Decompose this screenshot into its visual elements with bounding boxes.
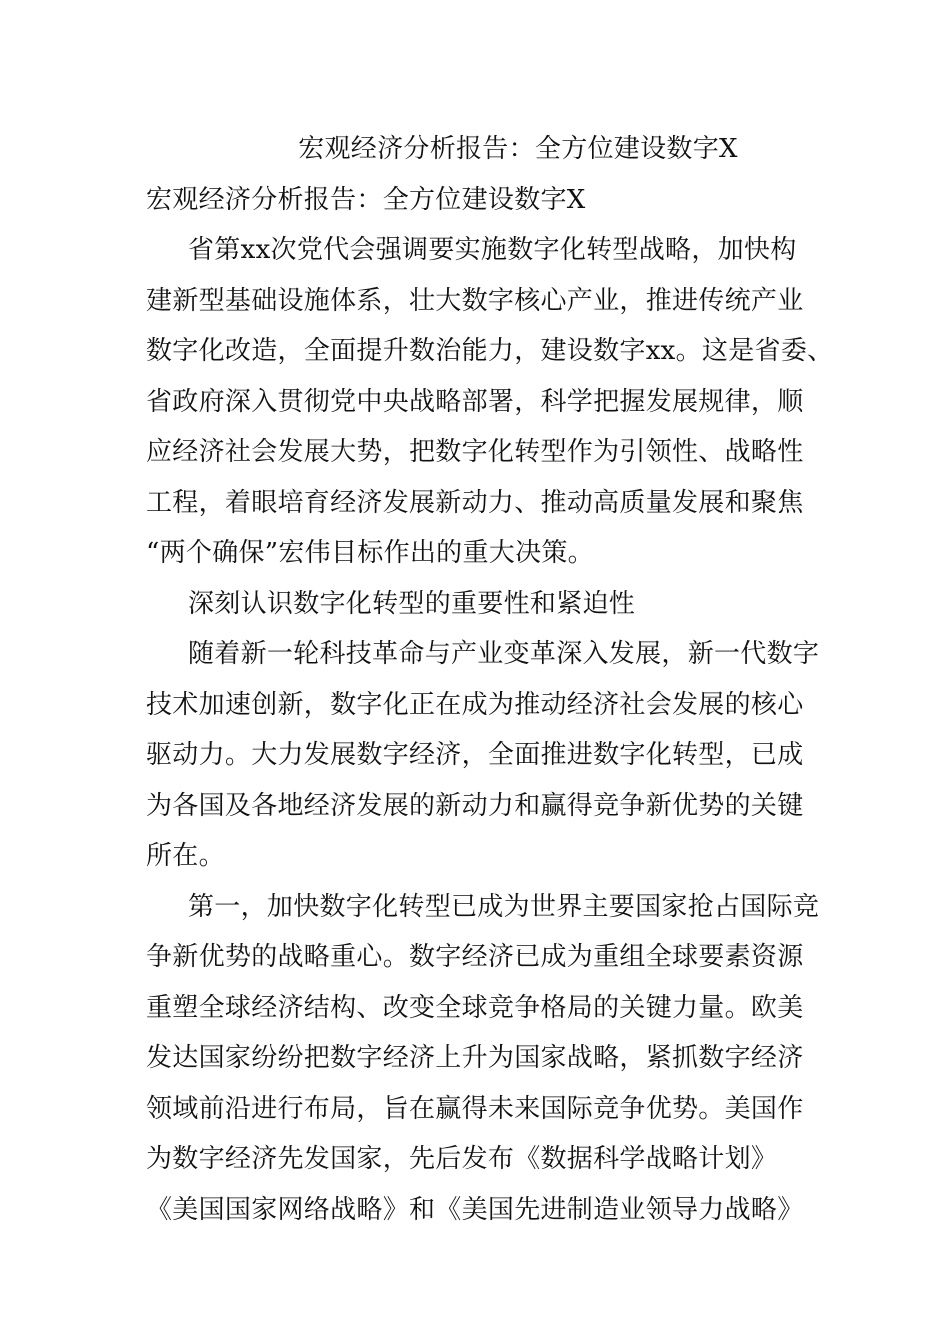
text-line: 为数字经济先发国家，先后发布《数据科学战略计划》: [146, 1144, 778, 1174]
text-line: 随着新一轮科技革命与产业变革深入发展，新一代数字: [188, 639, 820, 669]
text-line: 第一，加快数字化转型已成为世界主要国家抢占国际竞: [188, 891, 820, 922]
text-line: 建新型基础设施体系，壮大数字核心产业，推进传统产业: [146, 285, 804, 316]
text-line: 驱动力。大力发展数字经济，全面推进数字化转型，已成: [146, 740, 804, 770]
text-line: 工程，着眼培育经济发展新动力、推动高质量发展和聚焦: [146, 487, 804, 518]
document-title: 宏观经济分析报告：全方位建设数字X: [298, 134, 738, 164]
text-line: 发达国家纷纷把数字经济上升为国家战略，紧抓数字经济: [146, 1043, 804, 1073]
document-body: [146, 124, 834, 1235]
text-line: 争新优势的战略重心。数字经济已成为重组全球要素资源: [146, 942, 804, 972]
text-line: 领域前沿进行布局，旨在赢得未来国际竞争优势。美国作: [146, 1093, 804, 1124]
text-line: 《美国国家网络战略》和《美国先进制造业领导力战略》: [146, 1194, 804, 1225]
text-line: 应经济社会发展大势，把数字化转型作为引领性、战略性: [146, 437, 804, 467]
text-line: “两个确保”宏伟目标作出的重大决策。: [146, 538, 594, 568]
document-subtitle: 宏观经济分析报告：全方位建设数字X: [146, 184, 586, 215]
section-heading: 深刻认识数字化转型的重要性和紧迫性: [188, 588, 636, 619]
text-line: 数字化改造，全面提升数治能力，建设数字xx。这是省委、: [146, 336, 834, 366]
text-line: 重塑全球经济结构、改变全球竞争格局的关键力量。欧美: [146, 992, 804, 1023]
text-line: 为各国及各地经济发展的新动力和赢得竞争新优势的关键: [146, 790, 804, 821]
text-line: 省政府深入贯彻党中央战略部署，科学把握发展规律，顺: [146, 386, 804, 417]
text-line: 所在。: [146, 841, 225, 871]
text-line: 省第xx次党代会强调要实施数字化转型战略，加快构: [188, 235, 797, 265]
text-line: 技术加速创新，数字化正在成为推动经济社会发展的核心: [146, 689, 804, 720]
